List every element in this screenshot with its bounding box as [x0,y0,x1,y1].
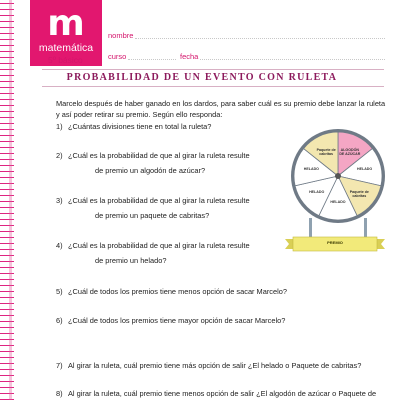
wheel-segment-label: HELADO [303,166,319,171]
wheel-stand-left [309,218,312,238]
wheel-segment-label: HELADO [357,166,373,171]
title-rule-top [42,69,384,70]
wheel-stand-right [364,218,367,238]
wheel-segment-label: Paquete de cabritas [349,190,369,198]
intro-text: Marcelo después de haber ganado en los dardos, para saber cuál es su premio debe lanzar la ruleta y así poder retirar su premio. Según ello responda: [56,99,386,119]
field-curso-label: curso [108,52,127,61]
wheel-hub [335,173,341,179]
prize-wheel [280,118,396,248]
question-1: 1) ¿Cuántas divisiones tiene en total la ruleta? [56,122,212,131]
logo-letter: m [47,3,85,44]
question-8: 8) Al girar la ruleta, cuál premio tiene menos opción de salir ¿El algodón de azúcar o Paquete de [56,389,377,398]
question-3: 3) ¿Cuál es la probabilidad de que al girar la ruleta resulte [56,196,250,205]
logo-word: matemática [38,42,94,54]
question-5: 5) ¿Cuál de todos los premios tiene menos opción de sacar Marcelo? [56,287,287,296]
page-title: PROBABILIDAD DE UN EVENTO CON RULETA [66,72,338,83]
question-4: 4) ¿Cuál es la probabilidad de que al girar la ruleta resulte [56,241,250,250]
question-2-cont: de premio un algodón de azúcar? [95,166,206,175]
field-fecha-line[interactable] [200,59,385,60]
question-4-cont: de premio un helado? [95,256,167,265]
wheel-segment-label: HELADO [309,190,325,194]
spiral-binding [0,0,14,400]
title-rule-bottom [42,86,384,87]
wheel-banner-text: PREMIO [327,240,343,245]
field-curso-line[interactable] [128,59,176,60]
question-3-cont: de premio un paquete de cabritas? [95,211,210,220]
question-6: 6) ¿Cuál de todos los premios tiene mayor opción de sacar Marcelo? [56,316,286,325]
wheel-segment-label: ALGODÓN DE AZÚCAR [339,148,361,157]
question-7: 7) Al girar la ruleta, cuál premio tiene más opción de salir ¿El helado o Paquete de cabritas? [56,361,362,370]
field-nombre-line[interactable] [135,38,385,39]
field-nombre-label: nombre [108,31,134,40]
wheel-segment-label: HELADO [330,200,346,205]
grade-label: 5º básico [48,55,83,65]
question-2: 2) ¿Cuál es la probabilidad de que al girar la ruleta resulte [56,151,250,160]
field-fecha-label: fecha [180,52,199,61]
wheel-segment-label: Paquete de cabritas [316,148,336,157]
